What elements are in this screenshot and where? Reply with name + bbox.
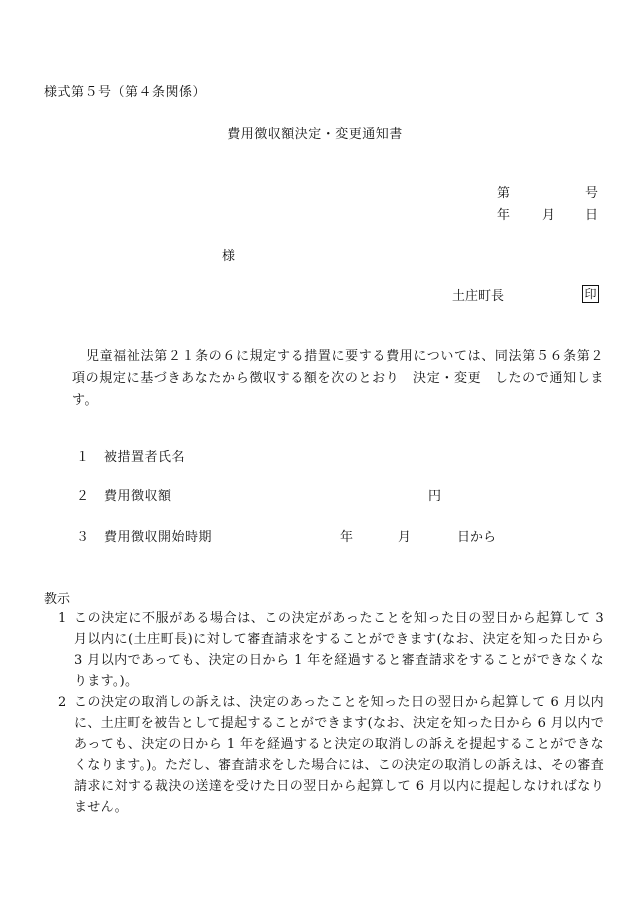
issue-date-year-label: 年 <box>497 208 511 223</box>
item-label-fee-amount: 費用徴収額 <box>104 489 172 504</box>
start-year-label: 年 <box>340 530 354 545</box>
notice-heading: 教示 <box>44 592 71 607</box>
notice-item-text: この決定に不服がある場合は、この決定があったことを知った日の翌日から起算して 3 月以内に(土庄町長)に対して審査請求をすることができます(なお、決定を知った日から 3 月以内であっても、決定の日から 1 年を経過すると審査請求をすることができなくなります。)。 <box>74 611 604 689</box>
item-label-start-period: 費用徴収開始時期 <box>104 530 213 545</box>
start-month-label: 月 <box>398 530 412 545</box>
seal-box: 印 <box>582 285 599 303</box>
item-label-person-name: 被措置者氏名 <box>104 450 186 465</box>
issuer-name: 土庄町長 <box>452 289 505 304</box>
document-title: 費用徴収額決定・変更通知書 <box>227 127 403 142</box>
item-number: ２ <box>76 489 90 504</box>
document-number-suffix: 号 <box>585 186 599 201</box>
notice-item-number: 2 <box>58 695 67 710</box>
start-day-label: 日から <box>457 530 497 545</box>
notification-body: 児童福祉法第２１条の６に規定する措置に要する費用については、同法第５６条第２項の規定に基づきあなたから徴収する額を次のとおり 決定・変更 したので通知します。 <box>72 349 604 408</box>
item-number: ３ <box>76 530 90 545</box>
issue-date-month-label: 月 <box>542 208 556 223</box>
addressee-honorific: 様 <box>222 249 236 264</box>
notice-item-text: この決定の取消しの訴えは、決定のあったことを知った日の翌日から起算して 6 月以内に、土庄町を被告として提起することができます(なお、決定を知った日から 6 月以内であっても、決定の日から 1 年を経過すると決定の取消しの訴えを提起することができなくなります。)。ただし、審査請求をした場合には、この決定の取消しの訴えは、その審査請求に対する裁決の送達を受けた日の翌日から起算して 6 月以内に提起しなければなりません。 <box>74 695 604 815</box>
document-number-prefix: 第 <box>497 186 511 201</box>
notice-item-number: 1 <box>58 611 67 626</box>
form-number-label: 様式第５号（第４条関係） <box>44 85 207 100</box>
issue-date-day-label: 日 <box>585 208 599 223</box>
yen-unit-label: 円 <box>428 489 442 504</box>
item-number: １ <box>76 450 90 465</box>
